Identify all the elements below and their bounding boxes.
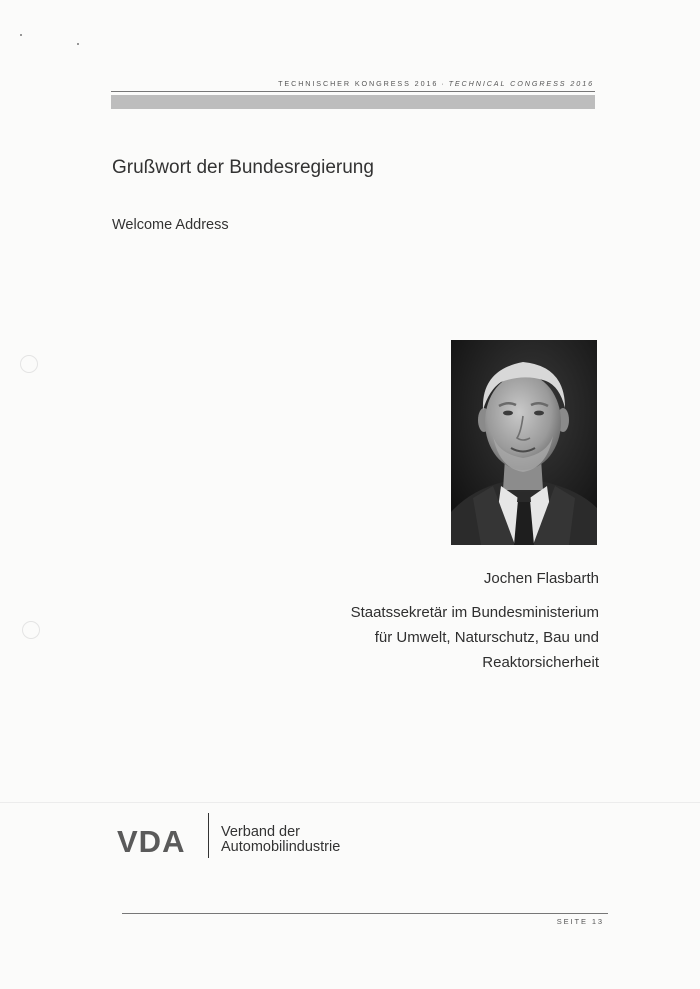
speaker-portrait: [451, 340, 597, 545]
scan-speck: [77, 43, 79, 45]
vda-separator: [208, 813, 209, 858]
vda-name-line: Verband der: [221, 824, 301, 840]
punch-hole-mark: [22, 621, 40, 639]
punch-hole-mark: [20, 355, 38, 373]
vda-logo: [117, 825, 201, 860]
speaker-role: [351, 600, 599, 675]
speaker-role-line: Staatssekretär im Bundesministerium: [350, 604, 599, 621]
header-bar: [111, 95, 595, 109]
running-header: [278, 79, 594, 88]
page-number: SEITE 13: [556, 917, 604, 926]
footer-rule: [122, 913, 608, 914]
speaker-name: Jochen Flasbarth: [483, 570, 599, 587]
header-title-en: TECHNICAL CONGRESS 2016: [448, 79, 594, 88]
speaker-role-line: Reaktorsicherheit: [482, 654, 599, 671]
page-title: Grußwort der Bundesregierung: [112, 157, 374, 178]
vda-organization-name: [221, 825, 340, 855]
header-title-de: TECHNISCHER KONGRESS 2016: [278, 79, 439, 88]
vda-name-line: Automobilindustrie: [221, 839, 341, 855]
header-separator: ·: [441, 79, 446, 88]
page-subtitle: Welcome Address: [112, 217, 229, 233]
header-rule: [111, 91, 595, 92]
scan-speck: [20, 34, 22, 36]
speaker-role-line: für Umwelt, Naturschutz, Bau und: [374, 629, 599, 646]
vda-wordmark: [117, 825, 201, 855]
svg-text:VDA: VDA: [117, 825, 186, 855]
portrait-illustration: [451, 340, 597, 545]
footer-divider: [0, 802, 700, 803]
